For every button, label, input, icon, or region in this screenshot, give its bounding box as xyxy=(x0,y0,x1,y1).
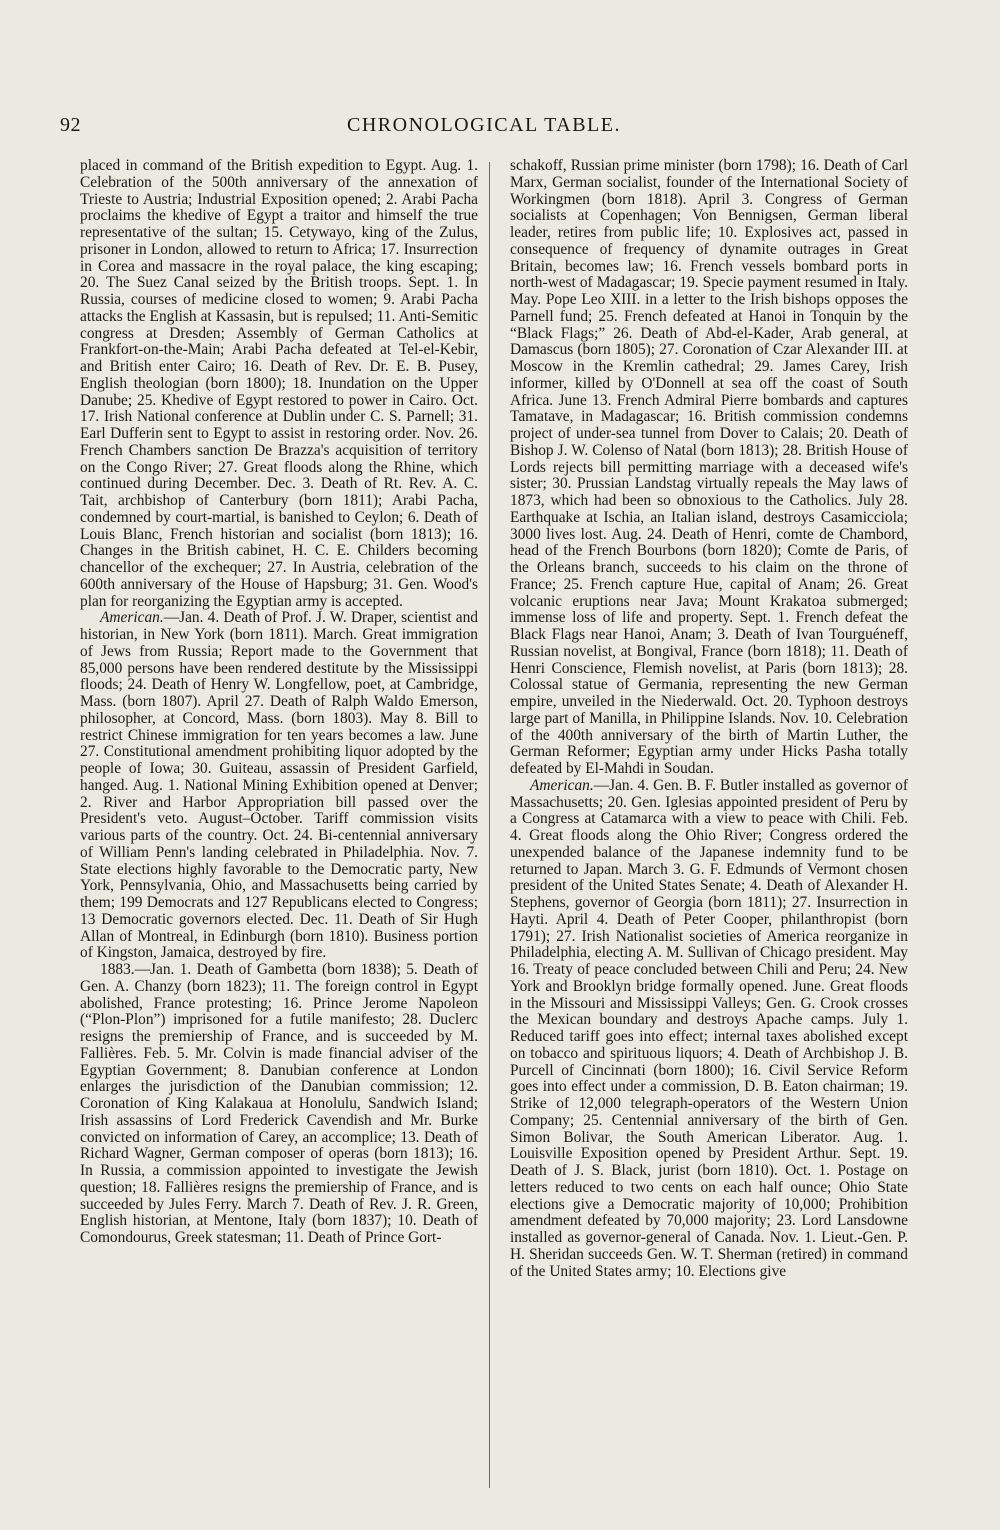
right-column xyxy=(510,158,908,1488)
section-label-american: American. xyxy=(100,609,164,627)
section-label-american: American. xyxy=(530,776,594,794)
paragraph-1883-europe-continued: schakoff, Russian prime minister (born 1798); 16. Death of Carl Marx, German socialist, founder of the International Society of Workingmen (born 1818). April 3. Congress of German socialists at Copenhagen; Von Bennigsen, German liberal leader, retires from public life; 10. Explosives act, passed in consequence of frequency of dynamite outrages in Great Britain, becomes law; 16. French vessels bombard ports in north-west of Madagascar; 19. Specie payment resumed in Italy. May. Pope Leo XIII. in a letter to the Irish bishops opposes the Parnell fund; 25. French defeated at Hanoi in Tonquin by the “Black Flags;” 26. Death of Abd-el-Kader, Arab general, at Damascus (born 1805); 27. Coronation of Czar Alexander III. at Moscow in the Kremlin cathedral; 29. James Carey, Irish informer, killed by O'Donnell at sea off the coast of South Africa. June 13. French Admiral Pierre bombards and captures Tamatave, in Madagascar; 16. British commission condemns project of under-sea tunnel from Dover to Calais; 20. Death of Bishop J. W. Colenso of Natal (born 1813); 28. British House of Lords rejects bill permitting marriage with a deceased wife's sister; 30. Prussian Landstag virtually repeals the May laws of 1873, which had been so obnoxious to the Catholics. July 28. Earthquake at Ischia, an Italian island, destroys Casamicciola; 3000 lives lost. Aug. 24. Death of Henri, comte de Chambord, head of the French Bourbons (born 1820); Comte de Paris, of the Orleans branch, succeeds to his claim on the throne of France; 25. French capture Hue, capital of Anam; 26. Great volcanic eruptions near Java; Mount Krakatoa submerged; immense loss of life and property. Sept. 1. French defeat the Black Flags near Hanoi, Anam; 3. Death of Ivan Tourguéneff, Russian novelist, at Bongival, France (born 1818); 11. Death of Henri Conscience, Flemish novelist, at Paris (born 1813); 28. Colossal statue of Germania, representing the new German empire, unveiled in the Niederwald. Oct. 20. Typhoon destroys large part of Manilla, in Philippine Islands. Nov. 10. Celebration of the 400th anniversary of the birth of Martin Luther, the German Reformer; Egyptian army under Hicks Pasha totally defeated by El-Mahdi in Soudan. xyxy=(510,158,908,777)
paragraph-1883-europe: 1883.—Jan. 1. Death of Gambetta (born 1838); 5. Death of Gen. A. Chanzy (born 1823); 11. The foreign control in Egypt abolished, France protesting; 16. Prince Jerome Napoleon (“Plon-Plon”) imprisoned for a futile manifesto; 28. Duclerc resigns the premiership of France, and is succeeded by M. Fallières. Feb. 5. Mr. Colvin is made financial adviser of the Egyptian Government; 8. Danubian conference at London enlarges the jurisdiction of the Danubian commission; 12. Coronation of King Kalakaua at Honolulu, Sandwich Island; Irish assassins of Lord Frederick Cavendish and Mr. Burke convicted on information of Carey, an accomplice; 13. Death of Richard Wagner, German composer of operas (born 1813); 16. In Russia, a commission appointed to investigate the Jewish question; 18. Fallières resigns the premiership of France, and is succeeded by Jules Ferry. March 7. Death of Rev. J. R. Green, English historian, at Mentone, Italy (born 1837); 10. Death of Comondourus, Greek statesman; 11. Death of Prince Gort- xyxy=(80,961,478,1246)
running-head: CHRONOLOGICAL TABLE. xyxy=(347,114,621,136)
paragraph-1882-europe-continued: placed in command of the British expedition to Egypt. Aug. 1. Celebration of the 500th anniversary of the annexation of Trieste to Austria; Industrial Exposition opened; 2. Arabi Pacha proclaims the khedive of Egypt a traitor and himself the true representative of the sultan; 15. Cetywayo, king of the Zulus, prisoner in London, allowed to return to Africa; 17. Insurrection in Corea and massacre in the royal palace, the king escaping; 20. The Suez Canal seized by the British troops. Sept. 1. In Russia, courses of medicine closed to women; 9. Arabi Pacha attacks the English at Kassasin, but is repulsed; 11. Anti-Semitic congress at Dresden; Assembly of German Catholics at Frankfort-on-the-Main; Arabi Pacha defeated at Tel-el-Kebir, and British enter Cairo; 16. Death of Rev. Dr. E. B. Pusey, English theologian (born 1800); 18. Inundation on the Upper Danube; 25. Khedive of Egypt restored to power in Cairo. Oct. 17. Irish National conference at Dublin under C. S. Parnell; 31. Earl Dufferin sent to Egypt to assist in restoring order. Nov. 26. French Chambers sanction De Brazza's acquisition of territory on the Congo River; 27. Great floods along the Rhine, which continued during December. Dec. 3. Death of Rt. Rev. A. C. Tait, archbishop of Canterbury (born 1811); Arabi Pacha, condemned by court-martial, is banished to Ceylon; 6. Death of Louis Blanc, French historian and socialist (born 1813); 16. Changes in the British cabinet, H. C. E. Childers becoming chancellor of the exchequer; 27. In Austria, celebration of the 600th anniversary of the House of Hapsburg; 31. Gen. Wood's plan for reorganizing the Egyptian army is accepted. xyxy=(80,158,478,610)
paragraph-1882-american xyxy=(80,610,478,962)
left-column xyxy=(80,158,478,1488)
page-number: 92 xyxy=(60,114,81,136)
paragraph-text: —Jan. 4. Death of Prof. J. W. Draper, scientist and historian, in New York (born 1811). March. Great immigration of Jews from Russia; Report made to the Government that 85,000 persons have been rendered destitute by the Mississippi floods; 24. Death of Henry W. Longfellow, poet, at Cambridge, Mass. (born 1807). April 27. Death of Ralph Waldo Emerson, philosopher, at Concord, Mass. (born 1803). May 8. Bill to restrict Chinese immigration for ten years becomes a law. June 27. Constitutional amendment prohibiting liquor adopted by the people of Iowa; 30. Guiteau, assassin of President Garfield, hanged. Aug. 1. National Mining Exhibition opened at Denver; 2. River and Harbor Appropriation bill passed over the President's veto. August–October. Tariff commission visits various parts of the country. Oct. 24. Bi-centennial anniversary of William Penn's landing celebrated in Philadelphia. Nov. 7. State elections highly favorable to the Democratic party, New York, Pennsylvania, Ohio, and Massachusetts being carried by them; 199 Democrats and 127 Republicans elected to Congress; 13 Democratic governors elected. Dec. 11. Death of Sir Hugh Allan of Montreal, in Edinburgh (born 1810). Business portion of Kingston, Jamaica, destroyed by fire. xyxy=(80,609,478,962)
paragraph-1883-american xyxy=(510,778,908,1281)
page-header xyxy=(60,114,908,144)
paragraph-text: —Jan. 4. Gen. B. F. Butler installed as governor of Massachusetts; 20. Gen. Iglesias appointed president of Peru by a Congress at Catamarca with a view to peace with Chili. Feb. 4. Great floods along the Ohio River; Congress ordered the unexpended balance of the Japanese indemnity fund to be returned to Japan. March 3. G. F. Edmunds of Vermont chosen president of the United States Senate; 4. Death of Alexander H. Stephens, governor of Georgia (born 1811); 27. Insurrection in Hayti. April 4. Death of Peter Cooper, philanthropist (born 1791); 27. Irish Nationalist societies of America reorganize in Philadelphia, electing A. M. Sullivan of Chicago president. May 16. Treaty of peace concluded between Chili and Peru; 24. New York and Brooklyn bridge formally opened. June. Great floods in the Missouri and Mississippi Valleys; Gen. G. Crook crosses the Mexican boundary and destroys Apache camps. July 1. Reduced tariff goes into effect; internal taxes abolished except on tobacco and spirituous liquors; 4. Death of Archbishop J. B. Purcell of Cincinnati (born 1800); 16. Civil Service Reform goes into effect under a commission, D. B. Eaton chairman; 19. Strike of 12,000 telegraph-operators of the Western Union Company; 25. Centennial anniversary of the birth of Gen. Simon Bolivar, the South American Liberator. Aug. 1. Louisville Exposition opened by President Arthur. Sept. 19. Death of J. S. Black, jurist (born 1810). Oct. 1. Postage on letters reduced to two cents on each half ounce; Ohio State elections give a Democratic majority of 10,000; Prohibition amendment defeated by 70,000 majority; 23. Lord Lansdowne installed as governor-general of Canada. Nov. 1. Lieut.-Gen. P. H. Sheridan succeeds Gen. W. T. Sherman (retired) in command of the United States army; 10. Elections give xyxy=(510,776,908,1280)
column-divider xyxy=(489,162,490,1488)
